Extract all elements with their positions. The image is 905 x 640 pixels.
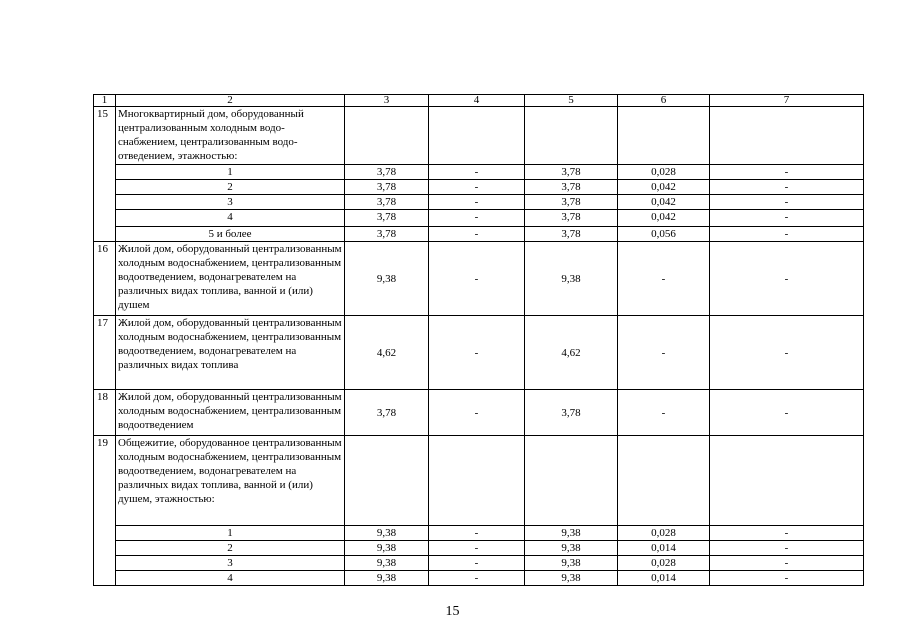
table-row-18	[94, 390, 864, 436]
floor-label: 4	[116, 210, 345, 227]
value-col7: -	[710, 227, 864, 242]
value-col5: 9,38	[525, 571, 618, 586]
value-col6: -	[618, 242, 710, 316]
value-col4: -	[429, 541, 525, 556]
value-col7: -	[710, 556, 864, 571]
header-cell-5: 5	[525, 95, 618, 107]
row-description	[116, 242, 345, 316]
empty-cell	[710, 107, 864, 165]
header-cell-2: 2	[116, 95, 345, 107]
row-number: 17	[94, 316, 116, 390]
value-col3: 3,78	[345, 165, 429, 180]
row-number: 19	[94, 436, 116, 586]
row-number: 15	[94, 107, 116, 242]
value-col4: -	[429, 526, 525, 541]
value-col6: 0,028	[618, 556, 710, 571]
value-col7: -	[710, 316, 864, 390]
sub-row	[94, 556, 864, 571]
description-text: Общежитие, оборудованное централизованным холодным водоснабжением, централизованным водоотведением, водонагревателем на различных видах топлива, ванной и (или) душем, этажностью:	[118, 437, 342, 505]
value-col6: 0,028	[618, 526, 710, 541]
row-description	[116, 107, 345, 165]
value-col7: -	[710, 526, 864, 541]
sub-row	[94, 541, 864, 556]
value-col7: -	[710, 541, 864, 556]
value-col3: 9,38	[345, 556, 429, 571]
value-col5: 3,78	[525, 390, 618, 436]
table-row-15	[94, 107, 864, 165]
header-cell-4: 4	[429, 95, 525, 107]
value-col3: 9,38	[345, 571, 429, 586]
value-col3: 3,78	[345, 227, 429, 242]
value-col6: 0,014	[618, 541, 710, 556]
row-number: 16	[94, 242, 116, 316]
empty-cell	[429, 436, 525, 526]
value-col5: 3,78	[525, 195, 618, 210]
value-col3: 9,38	[345, 541, 429, 556]
sub-row	[94, 210, 864, 227]
sub-row	[94, 571, 864, 586]
floor-label: 5 и более	[116, 227, 345, 242]
row-description	[116, 436, 345, 526]
value-col7: -	[710, 571, 864, 586]
table-row-19	[94, 436, 864, 526]
value-col6: 0,042	[618, 195, 710, 210]
value-col6: 0,042	[618, 210, 710, 227]
value-col6: 0,056	[618, 227, 710, 242]
value-col4: -	[429, 242, 525, 316]
value-col5: 3,78	[525, 227, 618, 242]
description-text: Жилой дом, оборудованный централизованным холодным водоснабжением, централизованным водоотведением, водонагревателем на различных видах топлива, ванной и (или) душем	[118, 243, 342, 311]
empty-cell	[345, 107, 429, 165]
sub-row	[94, 180, 864, 195]
sub-row	[94, 165, 864, 180]
value-col3: 9,38	[345, 526, 429, 541]
value-col4: -	[429, 180, 525, 195]
value-col7: -	[710, 195, 864, 210]
value-col5: 3,78	[525, 210, 618, 227]
value-col3: 9,38	[345, 242, 429, 316]
value-col4: -	[429, 556, 525, 571]
value-col4: -	[429, 390, 525, 436]
floor-label: 1	[116, 165, 345, 180]
description-text: Жилой дом, оборудованный централизованным холодным водоснабжением, централизованным водоотведением, водонагревателем на различных видах топлива	[118, 317, 342, 371]
floor-label: 2	[116, 180, 345, 195]
value-col7: -	[710, 165, 864, 180]
value-col5: 3,78	[525, 165, 618, 180]
description-text: Жилой дом, оборудованный централизованным холодным водоснабжением, централизованным водоотведением	[118, 391, 342, 431]
value-col5: 4,62	[525, 316, 618, 390]
value-col7: -	[710, 242, 864, 316]
floor-label: 3	[116, 556, 345, 571]
value-col4: -	[429, 165, 525, 180]
value-col3: 3,78	[345, 210, 429, 227]
empty-cell	[525, 436, 618, 526]
floor-label: 3	[116, 195, 345, 210]
sub-row	[94, 227, 864, 242]
row-description	[116, 390, 345, 436]
empty-cell	[710, 436, 864, 526]
description-text: Многоквартирный дом, оборудованный централизованным холодным водо-снабжением, централизованным водо-отведением, этажностью:	[118, 108, 304, 162]
header-cell-1: 1	[94, 95, 116, 107]
sub-row	[94, 526, 864, 541]
header-row	[94, 95, 864, 107]
value-col5: 3,78	[525, 180, 618, 195]
value-col5: 9,38	[525, 556, 618, 571]
empty-cell	[429, 107, 525, 165]
value-col6: -	[618, 316, 710, 390]
value-col4: -	[429, 227, 525, 242]
table-row-16	[94, 242, 864, 316]
header-cell-7: 7	[710, 95, 864, 107]
floor-label: 2	[116, 541, 345, 556]
value-col7: -	[710, 180, 864, 195]
table-row-17	[94, 316, 864, 390]
value-col4: -	[429, 316, 525, 390]
value-col4: -	[429, 195, 525, 210]
value-col6: 0,042	[618, 180, 710, 195]
value-col5: 9,38	[525, 242, 618, 316]
value-col7: -	[710, 210, 864, 227]
value-col3: 4,62	[345, 316, 429, 390]
row-description	[116, 316, 345, 390]
value-col5: 9,38	[525, 526, 618, 541]
floor-label: 4	[116, 571, 345, 586]
value-col4: -	[429, 571, 525, 586]
header-cell-6: 6	[618, 95, 710, 107]
value-col6: 0,014	[618, 571, 710, 586]
value-col5: 9,38	[525, 541, 618, 556]
floor-label: 1	[116, 526, 345, 541]
value-col6: -	[618, 390, 710, 436]
header-cell-3: 3	[345, 95, 429, 107]
tariff-table	[93, 94, 864, 586]
row-number: 18	[94, 390, 116, 436]
empty-cell	[618, 436, 710, 526]
empty-cell	[525, 107, 618, 165]
value-col3: 3,78	[345, 180, 429, 195]
page-number: 15	[445, 604, 460, 619]
value-col4: -	[429, 210, 525, 227]
value-col7: -	[710, 390, 864, 436]
sub-row	[94, 195, 864, 210]
empty-cell	[345, 436, 429, 526]
empty-cell	[618, 107, 710, 165]
value-col6: 0,028	[618, 165, 710, 180]
value-col3: 3,78	[345, 390, 429, 436]
value-col3: 3,78	[345, 195, 429, 210]
